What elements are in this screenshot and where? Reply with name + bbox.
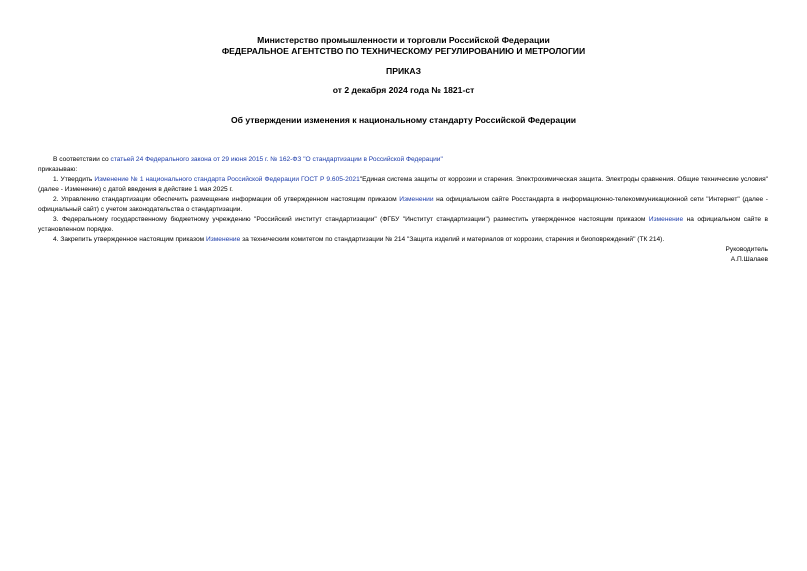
item-3-prefix: 3. Федеральному государственному бюджетному учреждению "Российский институт стандартизации" (ФГБУ "Институт стандартизации") разместить утвержденное настоящим приказом [53,216,649,223]
standard-amendment-link[interactable]: Изменение № 1 национального стандарта Российской Федерации ГОСТ Р 9.605-2021 [94,176,360,183]
item-4-suffix: за техническим комитетом по стандартизации № 214 "Защита изделий и материалов от коррозии, старения и биоповреждений" (ТК 214). [240,236,665,243]
item-1-prefix: 1. Утвердить [53,176,95,183]
item-4-paragraph [38,235,768,245]
amendment-link-2[interactable]: Изменении [399,196,434,203]
law-article-link[interactable]: статьей 24 Федерального закона от 29 июня 2015 г. № 162-ФЗ "О стандартизации в Российской Федерации" [110,156,443,163]
ministry-name: Министерство промышленности и торговли Российской Федерации [257,35,550,45]
item-1-paragraph [38,175,768,195]
item-1-suffix: "Единая система защиты от коррозии и старения. Электрохимическая защита. Электроды сравнения. Общие технические условия" (далее - Изменение) с датой введения в действие 1 мая 2025 г. [38,176,768,193]
document-title: Об утверждении изменения к национальному стандарту Российской Федерации [230,115,577,125]
agency-name: ФЕДЕРАЛЬНОЕ АГЕНТСТВО ПО ТЕХНИЧЕСКОМУ РЕГУЛИРОВАНИЮ И МЕТРОЛОГИИ [221,46,586,56]
item-4-prefix: 4. Закрепить утвержденное настоящим приказом [53,236,206,243]
preamble-paragraph [38,155,768,165]
item-2-suffix: на официальном сайте Росстандарта в информационно-телекоммуникационной сети "Интернет" (далее - официальный сайт) с учетом законодательства о стандартизации. [38,196,768,213]
item-2-prefix: 2. Управлению стандартизации обеспечить размещение информации об утвержденном настоящим приказом [53,196,400,203]
item-3-suffix: на официальном сайте в установленном порядке. [38,216,768,233]
amendment-link-4[interactable]: Изменение [205,236,241,243]
document-body [38,155,768,265]
document-type: ПРИКАЗ [386,66,421,76]
signatory-position: Руководитель [725,246,768,253]
orders-line: приказываю: [38,166,78,173]
item-3-paragraph [38,215,768,235]
preamble-prefix: В соответствии со [53,156,111,163]
amendment-link-3[interactable]: Изменение [648,216,684,223]
document-date-number: от 2 декабря 2024 года № 1821-ст [332,85,475,95]
signatory-name: А.П.Шалаев [730,256,768,263]
item-2-paragraph [38,195,768,215]
